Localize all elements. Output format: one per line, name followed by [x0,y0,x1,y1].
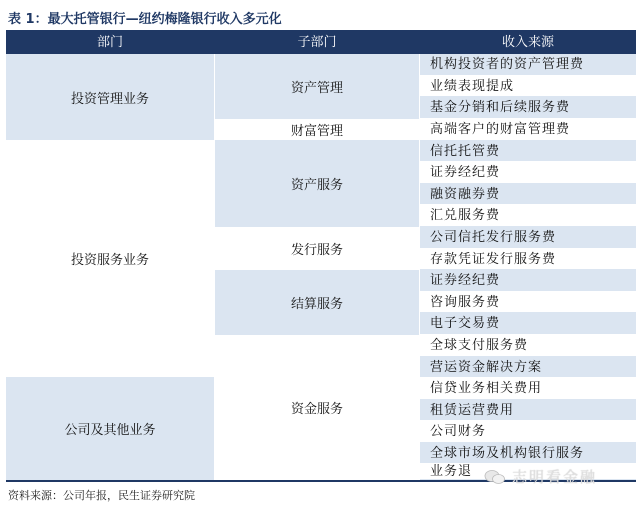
revenue-item: 证券经纪费 [420,162,636,184]
source-note: 资料来源：公司年报，民生证券研究院 [8,489,195,502]
header-subdepartment: 子部门 [214,32,420,54]
wechat-icon [484,469,506,485]
revenue-item: 业务退 [420,464,636,480]
header-revenue-source: 收入来源 [420,32,636,54]
revenue-item: 存款凭证发行服务费 [420,249,636,271]
header-department: 部门 [6,32,214,54]
watermark-text: 志明看金融 [512,468,598,486]
section-label: 投资管理业务 [70,91,149,107]
subsection-treasury-services [214,335,420,480]
section-investment-services [6,140,214,377]
subsection-label: 结算服务 [290,297,343,312]
subsection-issuer-services [214,227,420,270]
subsection-label: 资产管理 [290,81,343,96]
revenue-item: 租赁运营费用 [420,400,636,422]
revenue-item: 信贷业务相关费用 [420,378,636,400]
subsection-label: 资产服务 [290,178,343,193]
revenue-item: 全球支付服务费 [420,335,636,357]
subsection-wealth-management [214,119,420,140]
section-label: 公司及其他业务 [64,423,156,438]
revenue-item: 融资融券费 [420,184,636,206]
section-label: 投资服务业务 [70,253,149,268]
subsection-asset-management [214,54,420,119]
revenue-item: 机构投资者的资产管理费 [420,54,636,76]
revenue-item: 公司信托发行服务费 [420,227,636,249]
subsection-asset-servicing [214,140,420,227]
subsection-label: 财富管理 [290,124,343,139]
revenue-item: 咨询服务费 [420,292,636,314]
revenue-item: 营运资金解决方案 [420,357,636,379]
table-title: 表 1：最大托管银行—纽约梅隆银行收入多元化 [8,12,282,27]
section-corporate-other [6,377,214,480]
subsection-label: 发行服务 [290,243,343,258]
revenue-item: 公司财务 [420,421,636,443]
revenue-item: 汇兑服务费 [420,205,636,227]
watermark [484,466,597,487]
section-investment-management [6,54,214,140]
subsection-label: 资金服务 [290,402,343,417]
revenue-item: 高端客户的财富管理费 [420,119,636,141]
revenue-item: 电子交易费 [420,313,636,335]
revenue-item: 基金分销和后续服务费 [420,97,636,119]
revenue-item: 全球市场及机构银行服务 [420,443,636,465]
revenue-item: 证券经纪费 [420,270,636,292]
revenue-item: 业绩表现提成 [420,76,636,98]
subsection-clearing-services [214,270,420,335]
revenue-item: 信托托管费 [420,141,636,163]
